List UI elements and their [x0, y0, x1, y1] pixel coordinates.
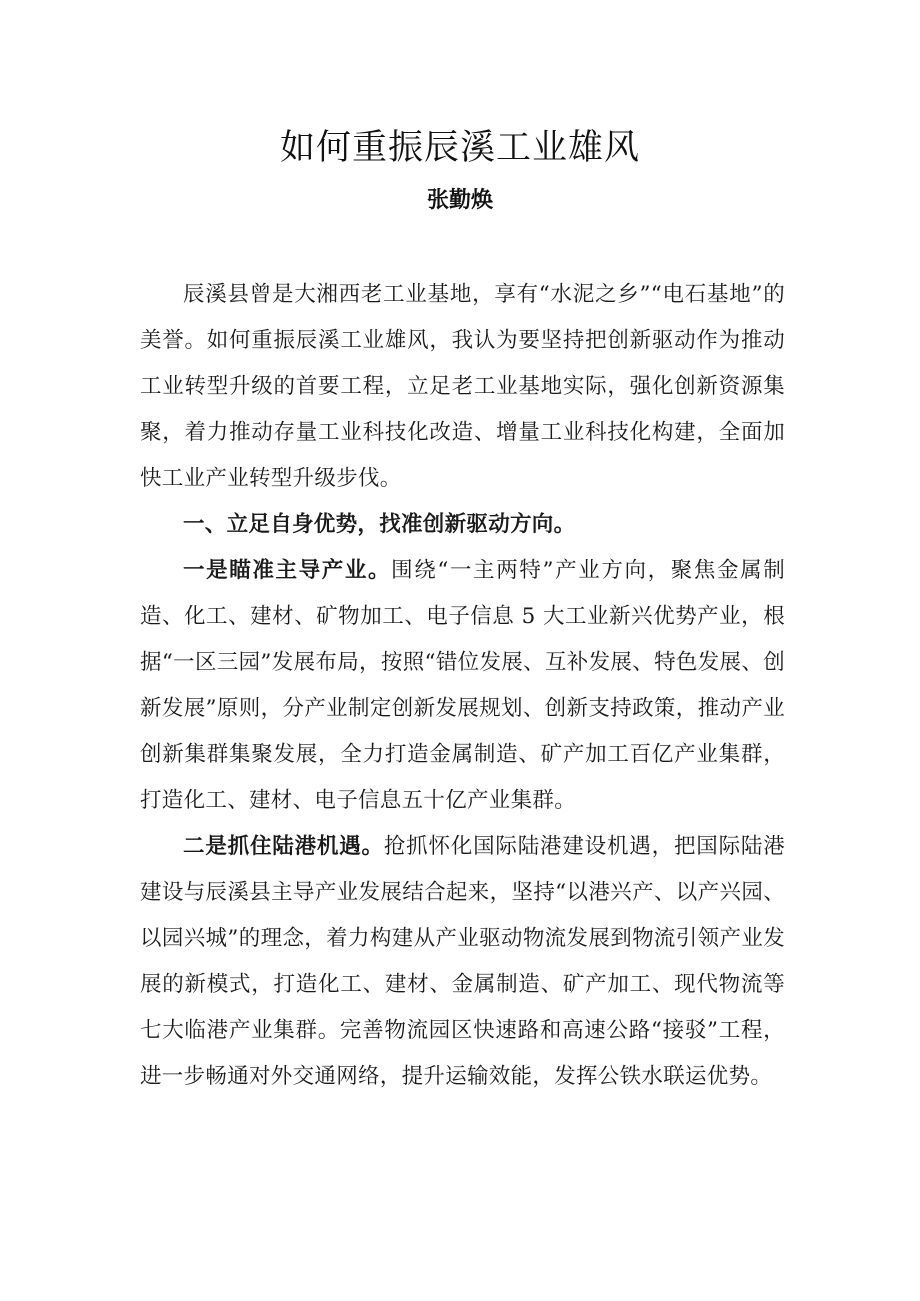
section-heading: 一、立足自身优势，找准创新驱动方向。: [183, 512, 576, 537]
point-text-2: 抢抓怀化国际陆港建设机遇，把国际陆港建设与辰溪县主导产业发展结合起来，坚持“以港兴产、以产兴园、以园兴城”的理念，着力构建从产业驱动物流发展到物流引领产业发展的新模式，打造化工、建材、金属制造、矿产加工、现代物流等七大临港产业集群。完善物流园区快速路和高速公路“接驳”工程，进一步畅通对外交通网络，提升运输效能，发挥公铁水联运优势。: [140, 834, 786, 1089]
point-lead-1: 一是瞄准主导产业。: [183, 558, 392, 583]
point-text-1: 围绕“一主两特”产业方向，聚焦金属制造、化工、建材、矿物加工、电子信息 5 大工业新兴优势产业，根据“一区三园”发展布局，按照“错位发展、互补发展、特色发展、创新发展”原则，分产业制定创新发展规划、创新支持政策，推动产业创新集群集聚发展，全力打造金属制造、矿产加工百亿产业集群，打造化工、建材、电子信息五十亿产业集群。: [140, 558, 786, 813]
document-title: 如何重振辰溪工业雄风: [279, 128, 640, 168]
point-lead-2: 二是抓住陆港机遇。: [183, 834, 384, 859]
document-body: [140, 272, 785, 1100]
point-paragraph-1: [140, 548, 785, 824]
document-author: 张勤焕: [426, 188, 493, 213]
point-paragraph-2: [140, 824, 785, 1100]
intro-paragraph: 辰溪县曾是大湘西老工业基地，享有“水泥之乡”“电石基地”的美誉。如何重振辰溪工业雄风，我认为要坚持把创新驱动作为推动工业转型升级的首要工程，立足老工业基地实际，强化创新资源集聚，着力推动存量工业科技化改造、增量工业科技化构建，全面加快工业产业转型升级步伐。: [140, 282, 785, 491]
